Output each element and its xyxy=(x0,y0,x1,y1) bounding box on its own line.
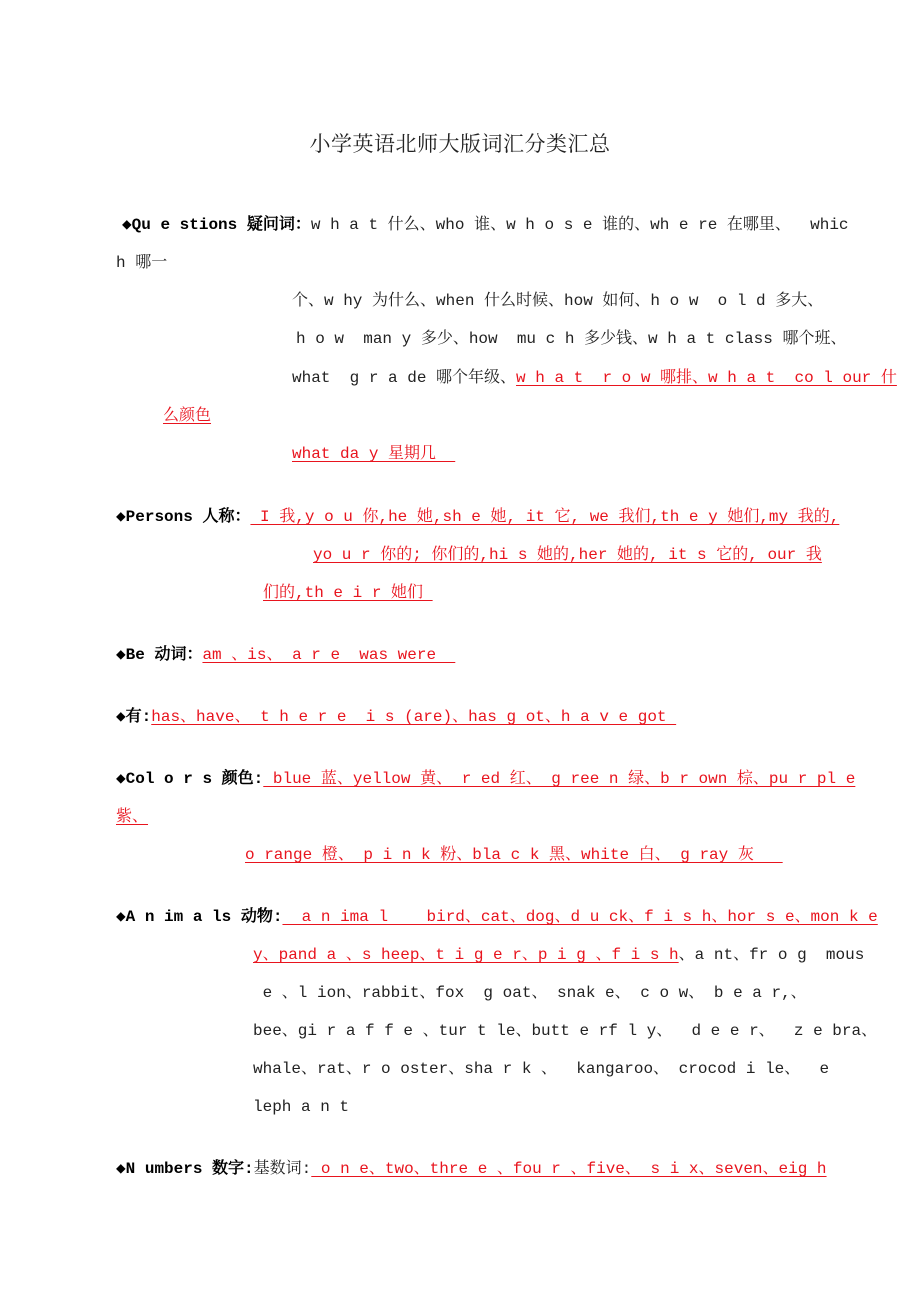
animals-line-3: e 、l ion、rabbit、fox g oat、 snak e、 c o w、 b e a r,、 xyxy=(253,984,807,1002)
be-verbs-line xyxy=(116,644,455,666)
persons-line-3: 们的,th e i r 她们 xyxy=(263,584,433,602)
questions-red-1: w h a t r o w 哪排、w h a t co l our 什 xyxy=(516,369,897,387)
questions-line-2: h 哪一 xyxy=(116,254,168,272)
questions-label: ◆Qu e stions 疑问词： xyxy=(122,216,311,234)
have-value: has、have、 t h e r e i s (are)、has g ot、h a v e got xyxy=(151,708,677,726)
be-verbs-value: am 、is、 a r e was were xyxy=(202,646,456,664)
persons-text-1: I 我,y o u 你,he 她,sh e 她, it 它, we 我们,th e y 她们,my 我的, xyxy=(250,508,840,526)
animals-line-4: bee、gi r a f f e 、tur t le、butt e rf l y、 d e e r、 z e bra、 xyxy=(253,1022,878,1040)
numbers-line-1 xyxy=(116,1158,827,1180)
have-line xyxy=(116,706,676,728)
have-label: ◆有: xyxy=(116,708,152,726)
colors-line-3: o range 橙、 p i n k 粉、bla c k 黑、white 白、 g ray 灰 xyxy=(245,846,783,864)
animals-line-5: whale、rat、r o oster、sha r k 、 kangaroo、 crocod i le、 e xyxy=(253,1060,830,1078)
persons-line-2: yo u r 你的; 你们的,hi s 她的,her 她的, it s 它的, our 我 xyxy=(313,546,822,564)
questions-text-1: w h a t 什么、who 谁、w h o s e 谁的、wh e re 在哪里、 whic xyxy=(310,216,849,234)
document-title: 小学英语北师大版词汇分类汇总 xyxy=(309,132,611,156)
animals-red-1: a n ima l bird、cat、dog、d u ck、f i s h、hor s e、mon k e xyxy=(282,908,878,926)
animals-line-2 xyxy=(253,944,864,966)
persons-label: ◆Persons 人称： xyxy=(116,508,251,526)
numbers-value: o n e、two、thre e 、fou r 、five、 s i x、seven、eig h xyxy=(311,1160,827,1178)
questions-line-4: h o w man y 多少、how mu c h 多少钱、w h a t class 哪个班、 xyxy=(296,330,847,348)
animals-line-1 xyxy=(116,906,878,928)
questions-line-3: 个、w hy 为什么、when 什么时候、how 如何、h o w o l d 多大、 xyxy=(292,292,824,310)
questions-line-1 xyxy=(122,214,849,236)
be-verbs-label: ◆Be 动词： xyxy=(116,646,203,664)
animals-black-1: 、a nt、fr o g mous xyxy=(678,946,865,964)
animals-line-6: leph a n t xyxy=(253,1098,350,1116)
questions-line-5 xyxy=(292,367,897,389)
colors-text-1: blue 蓝、yellow 黄、 r ed 红、 g ree n 绿、b r own 棕、pu r pl e xyxy=(263,770,856,788)
questions-text-5: what g r a de 哪个年级、 xyxy=(292,369,517,387)
numbers-sublabel: 基数词: xyxy=(253,1160,312,1178)
animals-label: ◆A n im a ls 动物: xyxy=(116,908,283,926)
colors-line-1 xyxy=(116,768,855,790)
colors-label: ◆Col o r s 颜色: xyxy=(116,770,264,788)
numbers-label: ◆N umbers 数字: xyxy=(116,1160,254,1178)
questions-red-3: what da y 星期几 xyxy=(292,445,456,463)
animals-red-2: y、pand a 、s heep、t i g e r、p i g 、f i s h xyxy=(253,946,679,964)
colors-line-2: 紫、 xyxy=(116,808,149,826)
questions-red-2: 么颜色 xyxy=(163,407,212,425)
persons-line-1 xyxy=(116,506,839,528)
